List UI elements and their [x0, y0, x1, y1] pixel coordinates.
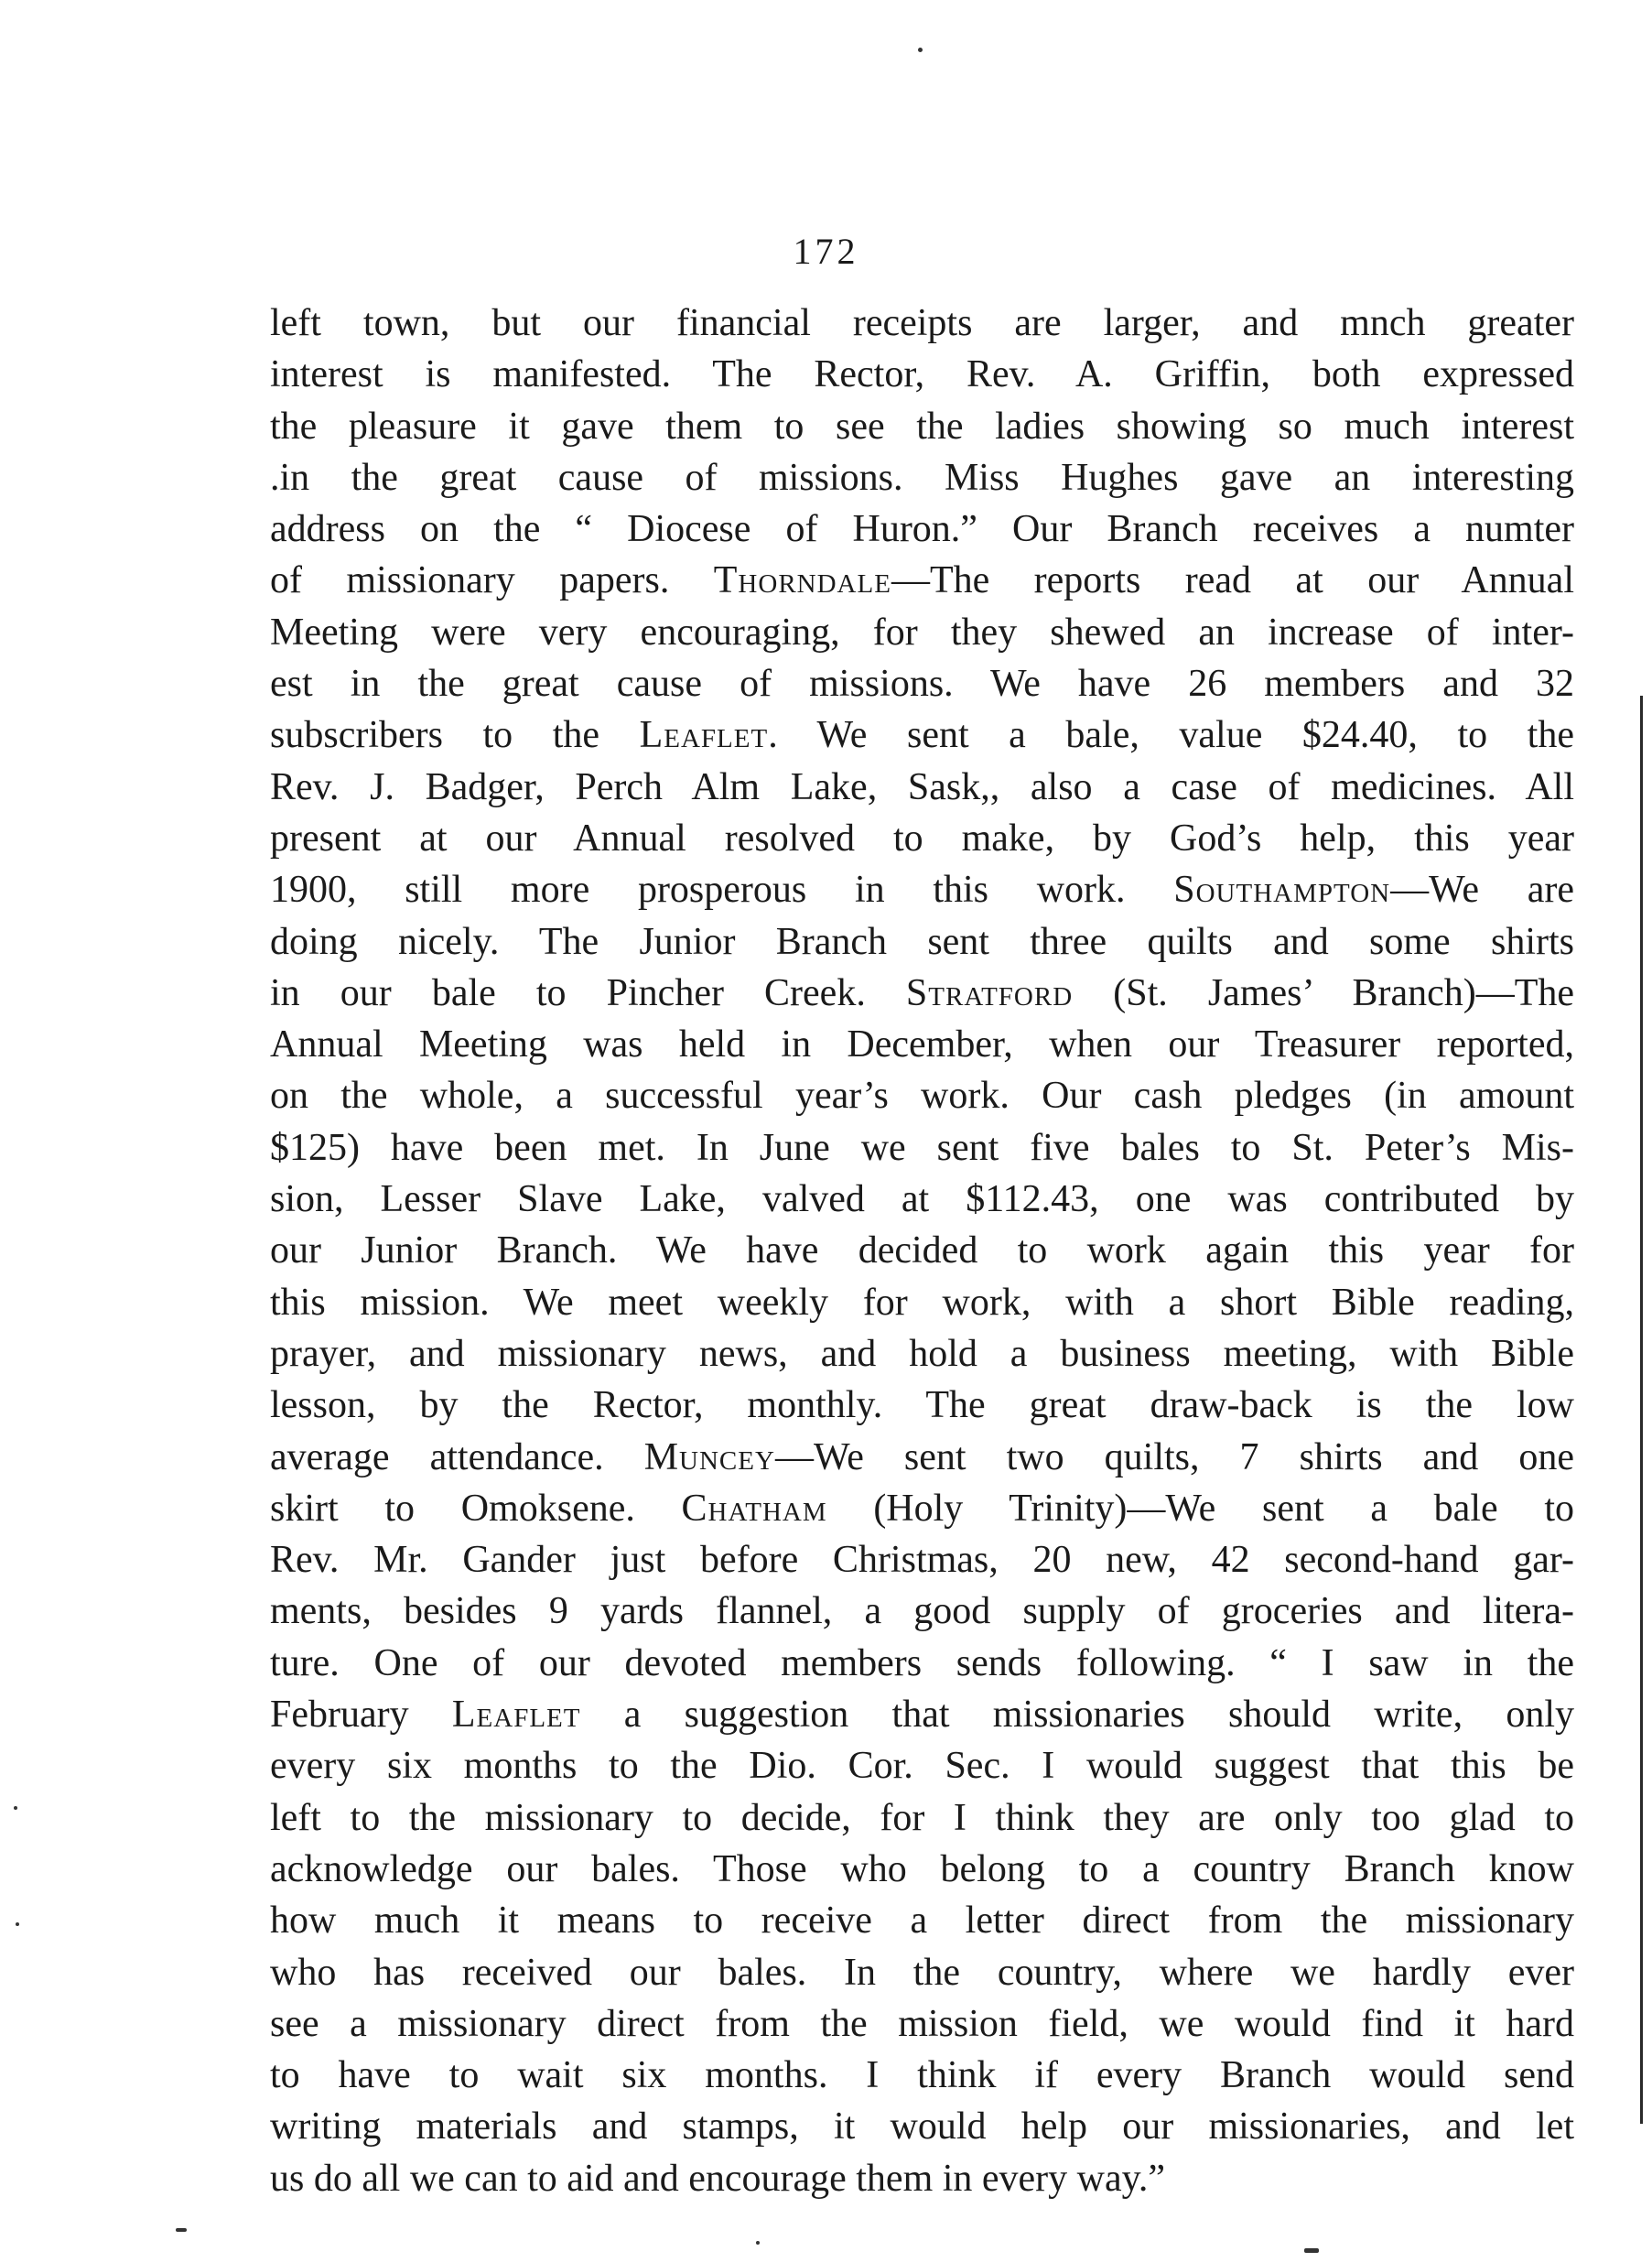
branch-name: Leaflet — [639, 714, 769, 757]
scan-speck-bottom-left — [176, 2228, 187, 2232]
text-segment: who has received our bales. In the country, where we hardly ever — [270, 1951, 1574, 1994]
branch-name: Thorndale — [713, 559, 891, 602]
text-line — [270, 1586, 1574, 1637]
text-line — [270, 503, 1574, 555]
text-line — [270, 1380, 1574, 1431]
text-segment: Annual Meeting was held in December, when our Treasurer reported, — [270, 1023, 1574, 1066]
text-line — [270, 1998, 1574, 2050]
scan-speck-left-2 — [16, 1922, 19, 1926]
text-segment: —The reports read at our Annual — [891, 559, 1574, 602]
text-line — [270, 1174, 1574, 1225]
text-segment: see a missionary direct from the mission field, we would find it hard — [270, 2002, 1574, 2045]
scan-speck-bottom-right — [1304, 2248, 1319, 2253]
text-segment: how much it means to receive a letter direct from the missionary — [270, 1899, 1574, 1943]
text-segment: to have to wait six months. I think if every Branch would send — [270, 2054, 1574, 2097]
text-line — [270, 1070, 1574, 1121]
text-segment: Meeting were very encouraging, for they shewed an increase of inter- — [270, 611, 1574, 654]
branch-name: Southampton — [1173, 869, 1391, 912]
text-segment: —We sent two quilts, 7 shirts and one — [774, 1435, 1574, 1478]
text-segment: present at our Annual resolved to make, by God’s help, this year — [270, 817, 1574, 860]
text-line — [270, 349, 1574, 400]
text-segment: . We sent a bale, value $24.40, to the — [768, 714, 1574, 757]
text-line — [270, 1019, 1574, 1070]
text-line — [270, 607, 1574, 658]
text-line — [270, 762, 1574, 813]
text-segment: $125) have been met. In June we sent five bales to St. Peter’s Mis- — [270, 1126, 1574, 1169]
text-line — [270, 1328, 1574, 1380]
text-segment: the pleasure it gave them to see the ladies showing so much interest — [270, 405, 1574, 448]
scan-speck-top — [918, 48, 923, 52]
text-segment: est in the great cause of missions. We have 26 members and 32 — [270, 663, 1574, 706]
text-line — [270, 864, 1574, 915]
text-line — [270, 1277, 1574, 1328]
text-segment: —We are — [1390, 869, 1574, 912]
text-line — [270, 916, 1574, 968]
text-segment: left to the missionary to decide, for I think they are only too glad to — [270, 1796, 1574, 1839]
text-line — [270, 968, 1574, 1019]
branch-name: Leaflet — [451, 1694, 581, 1737]
text-line — [270, 1844, 1574, 1895]
text-line — [270, 813, 1574, 864]
branch-name: Stratford — [905, 971, 1074, 1014]
text-segment: subscribers to the — [270, 714, 640, 757]
text-line — [270, 1947, 1574, 1998]
text-line — [270, 1534, 1574, 1586]
text-segment: (St. James’ Branch)—The — [1073, 971, 1575, 1014]
text-line — [270, 709, 1574, 761]
text-segment: skirt to Omoksene. — [270, 1487, 682, 1530]
text-segment: Rev. J. Badger, Perch Alm Lake, Sask,, also a case of medicines. All — [270, 765, 1574, 808]
text-segment: our Junior Branch. We have decided to work again this year for — [270, 1229, 1574, 1272]
text-line — [270, 298, 1574, 349]
text-line — [270, 1225, 1574, 1276]
text-line — [270, 1740, 1574, 1791]
text-segment: this mission. We meet weekly for work, with a short Bible reading, — [270, 1281, 1574, 1324]
text-line — [270, 555, 1574, 606]
margin-rule — [1640, 696, 1643, 2124]
text-segment: on the whole, a successful year’s work. Our cash pledges (in amount — [270, 1075, 1574, 1118]
text-segment: 1900, still more prosperous in this work. — [270, 869, 1174, 912]
text-line — [270, 452, 1574, 503]
text-line — [270, 2153, 1574, 2204]
text-segment: in our bale to Pincher Creek. — [270, 971, 906, 1014]
text-segment: ture. One of our devoted members sends following. “ I saw in the — [270, 1641, 1574, 1684]
text-line — [270, 1792, 1574, 1844]
text-segment: left town, but our financial receipts are larger, and mnch greater — [270, 302, 1574, 344]
branch-name: Muncey — [643, 1435, 775, 1478]
text-segment: prayer, and missionary news, and hold a business meeting, with Bible — [270, 1332, 1574, 1375]
text-segment: (Holy Trinity)—We sent a bale to — [826, 1487, 1574, 1530]
text-segment: every six months to the Dio. Cor. Sec. I would suggest that this be — [270, 1745, 1574, 1788]
text-segment: writing materials and stamps, it would help our missionaries, and let — [270, 2105, 1574, 2148]
page-number: 172 — [793, 231, 859, 272]
scan-speck-bottom-mid — [756, 2241, 760, 2245]
text-segment: Rev. Mr. Gander just before Christmas, 20 new, 42 second-hand gar- — [270, 1539, 1574, 1582]
text-segment: interest is manifested. The Rector, Rev. A. Griffin, both expressed — [270, 353, 1574, 396]
body-text — [270, 298, 1574, 2204]
text-line — [270, 658, 1574, 709]
text-segment: sion, Lesser Slave Lake, valved at $112.43, one was contributed by — [270, 1178, 1574, 1221]
text-line — [270, 1483, 1574, 1534]
text-segment: average attendance. — [270, 1435, 644, 1478]
text-segment: a suggestion that missionaries should write, only — [580, 1694, 1574, 1737]
text-segment: .in the great cause of missions. Miss Hughes gave an interesting — [270, 456, 1574, 499]
text-line — [270, 1689, 1574, 1740]
text-line — [270, 1895, 1574, 1946]
scan-speck-left-1 — [14, 1806, 17, 1810]
text-line — [270, 2050, 1574, 2101]
text-segment: of missionary papers. — [270, 559, 714, 602]
text-segment: doing nicely. The Junior Branch sent three quilts and some shirts — [270, 920, 1574, 963]
text-segment: us do all we can to aid and encourage them in every way.” — [270, 2157, 1166, 2200]
text-line — [270, 1432, 1574, 1483]
branch-name: Chatham — [681, 1487, 827, 1530]
text-segment: February — [270, 1694, 452, 1737]
text-line — [270, 1122, 1574, 1174]
text-segment: lesson, by the Rector, monthly. The great draw-back is the low — [270, 1384, 1574, 1427]
text-line — [270, 401, 1574, 452]
text-segment: ments, besides 9 yards flannel, a good supply of groceries and litera- — [270, 1590, 1574, 1633]
text-segment: acknowledge our bales. Those who belong to a country Branch know — [270, 1847, 1574, 1890]
text-segment: address on the “ Diocese of Huron.” Our Branch receives a numter — [270, 508, 1574, 551]
text-line — [270, 2101, 1574, 2152]
text-line — [270, 1638, 1574, 1689]
